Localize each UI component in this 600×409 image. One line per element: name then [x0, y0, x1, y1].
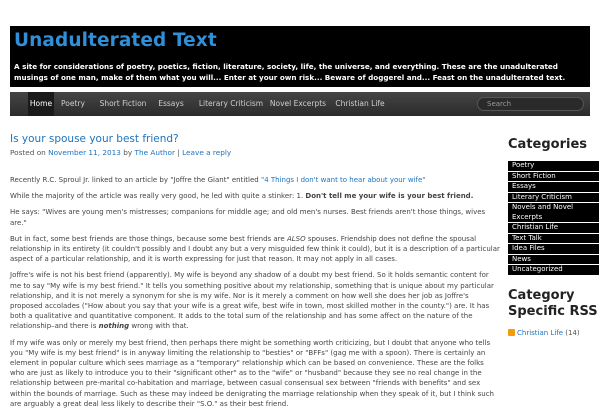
- nav-christian-life[interactable]: Christian Life: [335, 99, 385, 108]
- paragraph-5: [10, 270, 500, 331]
- paragraph-6: If my wife was only or merely my best friend, then perhaps there might be something worth criticizing, but I doubt that anyone who tells you "My wife is my best friend" is in anyway limiting the relationship to "besties" or "BFFs" (gag me with a spoon). There is certainly an element in popular culture which sees marriage as a "temporary" relationship which can be based on convenience. These are the folks who are just as likely to introduce you to their "significant other" as to the "wife" or "husband" because they see no real change in the relationship between pre-marital co-habitation and marriage, between casual consensual sex between "friends with benefits" and sex within the bounds of marriage. Such as these may indeed be denigrating the marriage relationship when they speak of it, but I think such are arguably a great deal less likely to describe their "S.O." as their best friend.: [10, 338, 494, 408]
- rss-title: Category Specific RSS: [508, 287, 598, 319]
- p1-text: Recently R.C. Sproul Jr. linked to an article by "Joffre the Giant" entitled: [10, 176, 259, 184]
- nav-essays[interactable]: Essays: [158, 99, 184, 108]
- category-literary-criticism[interactable]: Literary Criticism: [508, 193, 599, 203]
- post-content: [10, 124, 500, 408]
- article-link[interactable]: "4 Things I don't want to hear about your wife": [260, 176, 426, 184]
- site-description: A site for considerations of poetry, poetics, fiction, literature, society, life, the universe, and everything. These are the unadulterated musings of one man, make of them what you will... Enter at your own risk... Beware of doggerel and... Feast on the unadulterated text.: [14, 62, 566, 82]
- category-short-fiction[interactable]: Short Fiction: [508, 172, 599, 182]
- p4-a: But in fact, some best friends are those things, because some best friends are: [10, 234, 285, 243]
- category-idea-files[interactable]: Idea Files: [508, 244, 599, 254]
- categories-title: Categories: [508, 137, 588, 152]
- category-christian-life[interactable]: Christian Life: [508, 223, 599, 233]
- site-title[interactable]: Unadulterated Text: [14, 30, 217, 51]
- category-news[interactable]: News: [508, 255, 599, 265]
- post-author-link[interactable]: The Author: [134, 148, 175, 157]
- category-text-talk[interactable]: Text Talk: [508, 234, 599, 244]
- main-nav: [10, 92, 590, 116]
- post-date-link[interactable]: November 11, 2013: [48, 148, 121, 157]
- meta-by: by: [123, 148, 133, 157]
- p4-em: ALSO: [286, 234, 306, 243]
- rss-icon[interactable]: [508, 329, 515, 336]
- leave-reply-link[interactable]: Leave a reply: [182, 148, 232, 157]
- meta-separator: |: [177, 148, 180, 157]
- paragraph-3: He says: "Wives are young men's mistresses; companions for middle age; and old men's nurses. Best friends aren't those things, wives are.": [10, 208, 486, 227]
- p5-a: Joffre's wife is not his best friend (apparently). My wife is beyond any shadow of a doubt my best friend. So it holds semantic content for me to say "My wife is my best friend." It tells you something positive about my relationship, something that is unique about my particular relationship, and it is not merely a synonym for she is my wife. Nor is it merely a comment on how well she does her job as Joffre's proposed accolades ("How about you say that your wife is a great wife, best wife in town, most skilled mother in the county.") are. It has both a qualitative and quantitative component. It adds to the total sum of the relationship and has some affect on the nature of the relationship–and there is: [10, 271, 494, 331]
- rss-count: (14): [565, 328, 580, 337]
- category-poetry[interactable]: Poetry: [508, 161, 599, 171]
- rss-row: [508, 329, 600, 337]
- p2-text: While the majority of the article was really very good, he led with quite a stinker: 1.: [10, 192, 304, 201]
- post-body: [10, 175, 500, 409]
- site-header: [10, 26, 590, 87]
- nav-novel-excerpts[interactable]: Novel Excerpts: [269, 99, 327, 108]
- paragraph-1: [10, 175, 500, 185]
- post-title[interactable]: Is your spouse your best friend?: [10, 133, 179, 145]
- category-uncategorized[interactable]: Uncategorized: [508, 265, 599, 275]
- p4-b: spouses. Friendship does not define the spousal relationship in its entirety (it couldn't possibly and I doubt any but a very misguided few think it could), but it is a description of a particular aspect of a particular relationship, and it is worth expressing for just that reason. It may not apply in all cases.: [10, 234, 500, 264]
- p2-bold: Don't tell me your wife is your best friend.: [305, 192, 474, 201]
- paragraph-4: [10, 234, 500, 265]
- category-novels[interactable]: Novels and Novel Excerpts: [508, 203, 599, 222]
- meta-prefix: Posted on: [10, 148, 46, 157]
- paragraph-2: [10, 191, 500, 201]
- sidebar: [508, 137, 600, 400]
- post-meta: [10, 148, 500, 157]
- rss-item-link[interactable]: Christian Life: [517, 328, 564, 337]
- nav-poetry[interactable]: Poetry: [61, 99, 85, 108]
- nav-home[interactable]: Home: [28, 92, 54, 116]
- nav-short-fiction[interactable]: Short Fiction: [99, 99, 147, 108]
- p5-em: nothing: [98, 322, 130, 331]
- nav-literary-criticism[interactable]: Literary Criticism: [198, 99, 264, 108]
- p5-b: wrong with that.: [131, 322, 189, 331]
- category-essays[interactable]: Essays: [508, 182, 599, 192]
- search-input[interactable]: Search: [477, 97, 584, 111]
- category-list: [508, 161, 599, 275]
